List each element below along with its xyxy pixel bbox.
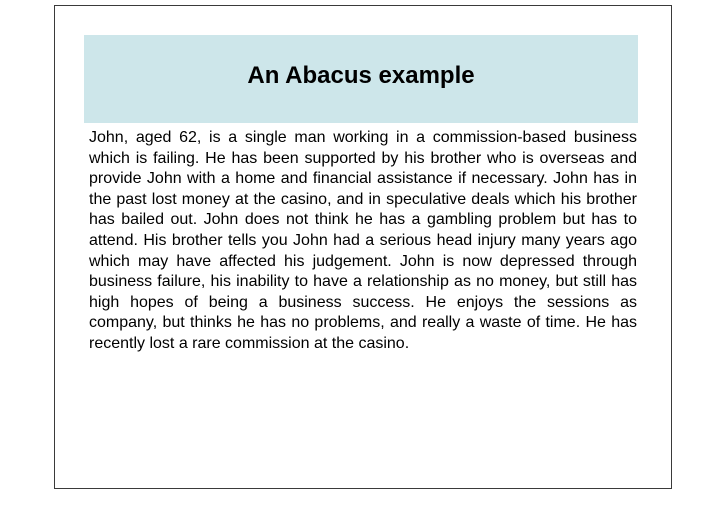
slide-body-text: John, aged 62, is a single man working in a commission-based business which is failing. He has been supported by his brother who is overseas and provide John with a home and financial assistance if necessary. John has in the past lost money at the casino, and in speculative deals which his brother has bailed out. John does not think he has a gambling problem but has to attend. His brother tells you John had a serious head injury many years ago which may have affected his judgement. John is now depressed through business failure, his inability to have a relationship as no money, but still has high hopes of being a business success. He enjoys the sessions as company, but thinks he has no problems, and really a waste of time. He has recently lost a rare commission at the casino.: [89, 129, 637, 352]
slide-title: An Abacus example: [247, 62, 475, 89]
title-banner: [84, 35, 638, 123]
